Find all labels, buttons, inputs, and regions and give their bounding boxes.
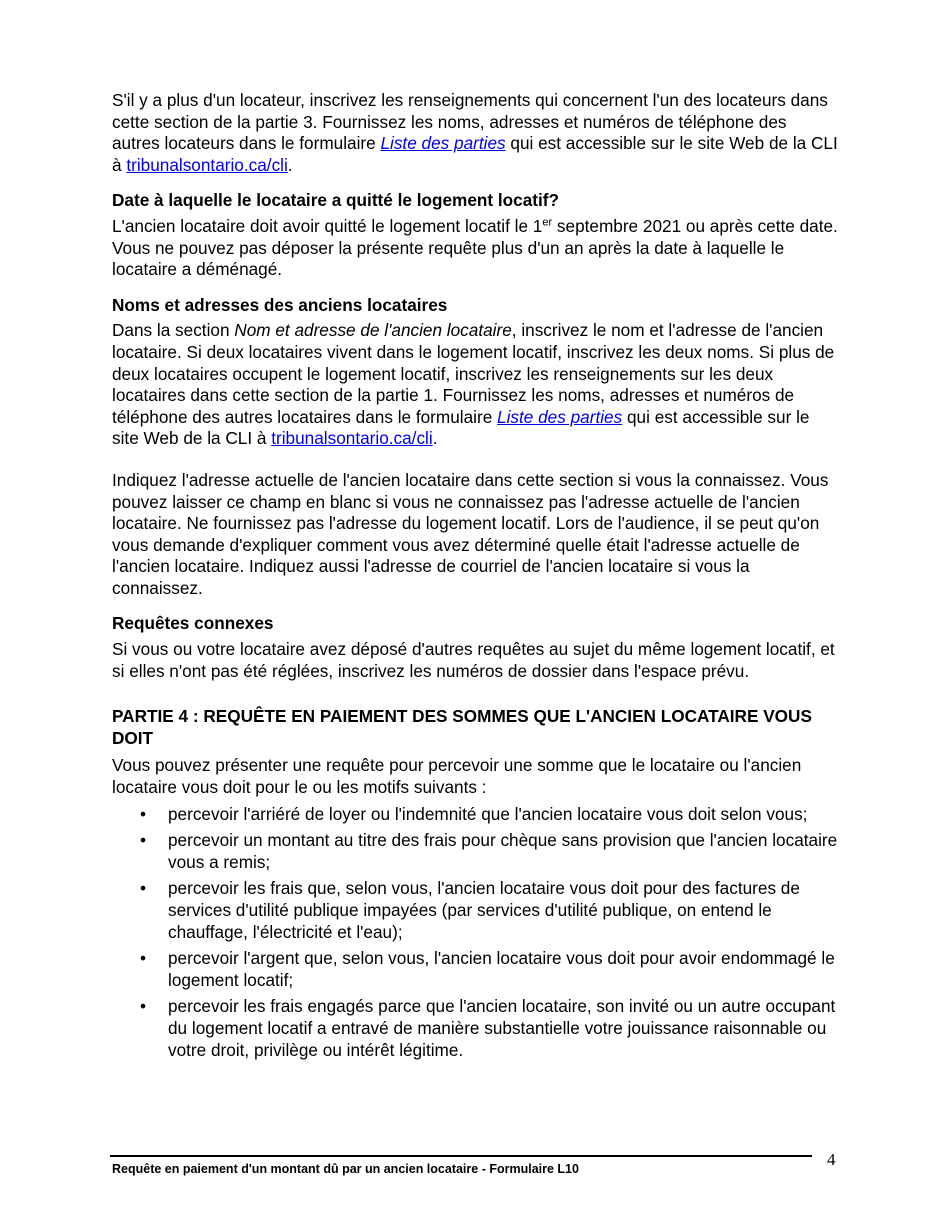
date-section-heading: Date à laquelle le locataire a quitté le logement locatif? xyxy=(112,190,560,211)
names-paragraph-1 xyxy=(112,320,838,450)
tribunal-website-link[interactable]: tribunalsontario.ca/cli xyxy=(126,154,288,175)
tribunal-website-link-2[interactable]: tribunalsontario.ca/cli xyxy=(271,428,433,449)
list-item xyxy=(112,996,838,1061)
liste-des-parties-link-2[interactable]: Liste des parties xyxy=(497,406,623,427)
part4-intro: Vous pouvez présenter une requête pour percevoir une somme que le locataire ou l'ancien locataire vous doit pour le ou les motifs suivants : xyxy=(112,755,802,798)
names-text-b: , inscrivez le nom et l'adresse de l'ancien locataire. Si deux locataires vivent dans le logement locatif, inscrivez les deux noms. Si plus de deux locataires occupent le logement locatif, inscrivez les renseignements sur les deux locataires dans cette section de la partie 1. Fournissez les noms, adresses et numéros de téléphone des autres locataires dans le formulaire xyxy=(112,320,835,427)
list-item xyxy=(112,878,838,943)
names-italic-field: Nom et adresse de l'ancien locataire xyxy=(234,320,512,341)
list-item xyxy=(112,948,838,991)
bullet-icon: • xyxy=(140,878,147,899)
names-text-d: . xyxy=(432,428,438,449)
intro-text-c: . xyxy=(287,154,293,175)
intro-text-b: qui est accessible sur le site Web de la CLI à xyxy=(112,133,838,175)
footer-divider xyxy=(110,1155,812,1157)
page-number: 4 xyxy=(827,1150,836,1169)
list-item-text: percevoir un montant au titre des frais pour chèque sans provision que l'ancien locataire vous a remis; xyxy=(168,830,838,872)
intro-paragraph xyxy=(112,90,838,176)
names-section-heading: Noms et adresses des anciens locataires xyxy=(112,294,448,315)
date-text-b: septembre 2021 ou après cette date. Vous ne pouvez pas déposer la présente requête plus d'un an après la date à laquelle le locataire a déménagé. xyxy=(112,215,838,280)
bullet-icon: • xyxy=(140,948,147,969)
list-item xyxy=(112,830,838,873)
bullet-icon: • xyxy=(140,803,147,824)
footer-form-title: Requête en paiement d'un montant dû par un ancien locataire - Formulaire L10 xyxy=(112,1162,579,1176)
part4-bullet-list xyxy=(112,804,838,1062)
related-section-text: Si vous ou votre locataire avez déposé d'autres requêtes au sujet du même logement locatif, et si elles n'ont pas été réglées, inscrivez les numéros de dossier dans l'espace prévu. xyxy=(112,639,835,681)
list-item-text: percevoir les frais que, selon vous, l'ancien locataire vous doit pour des factures de services d'utilité publique impayées (par services d'utilité publique, on entend le chauffage, l'électricité et l'eau); xyxy=(168,878,800,942)
bullet-icon: • xyxy=(140,830,147,851)
names-paragraph-2: Indiquez l'adresse actuelle de l'ancien locataire dans cette section si vous la connaissez. Vous pouvez laisser ce champ en blanc si vous ne connaissez pas l'adresse actuelle de l'ancien locataire. Ne fournissez pas l'adresse du logement locatif. Lors de l'audience, il se peut qu'on vous demande d'expliquer comment vous avez déterminé quelle était l'adresse actuelle de l'ancien locataire. Indiquez aussi l'adresse de courriel de l'ancien locataire si vous la connaissez. xyxy=(112,469,829,598)
names-text-a: Dans la section xyxy=(112,320,235,341)
list-item-text: percevoir l'arriéré de loyer ou l'indemnité que l'ancien locataire vous doit selon vous; xyxy=(168,803,808,824)
intro-text-a: S'il y a plus d'un locateur, inscrivez les renseignements qui concernent l'un des locateurs dans cette section de la partie 3. Fournissez les noms, adresses et numéros de téléphone des autres locateurs dans le formulaire xyxy=(112,90,828,154)
liste-des-parties-link[interactable]: Liste des parties xyxy=(380,133,506,154)
document-page xyxy=(112,90,838,1061)
bullet-icon: • xyxy=(140,996,147,1017)
date-text-a: L'ancien locataire doit avoir quitté le logement locatif le 1 xyxy=(112,215,543,236)
list-item xyxy=(112,804,838,826)
related-section-heading: Requêtes connexes xyxy=(112,613,274,634)
names-text-c: qui est accessible sur le site Web de la CLI à xyxy=(112,406,810,449)
part4-heading: PARTIE 4 : REQUÊTE EN PAIEMENT DES SOMMES QUE L'ANCIEN LOCATAIRE VOUS DOIT xyxy=(112,706,812,748)
date-text-superscript: er xyxy=(542,216,553,229)
list-item-text: percevoir les frais engagés parce que l'ancien locataire, son invité ou un autre occupant du logement locatif a entravé de manière substantielle votre jouissance raisonnable ou votre droit, privilège ou intérêt légitime. xyxy=(168,996,836,1060)
list-item-text: percevoir l'argent que, selon vous, l'ancien locataire vous doit pour avoir endommagé le logement locatif; xyxy=(168,948,835,990)
date-section-text xyxy=(112,216,838,281)
